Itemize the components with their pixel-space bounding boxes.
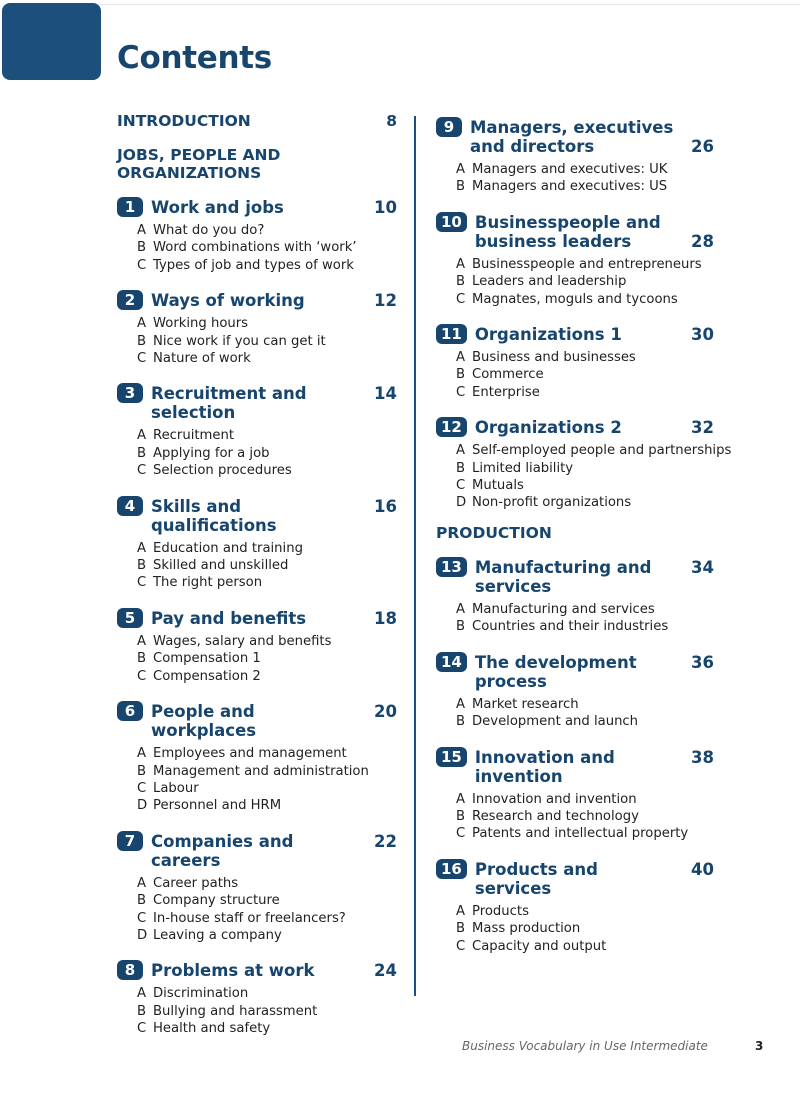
topic-item[interactable] (456, 903, 714, 920)
unit-heading[interactable] (117, 198, 397, 217)
topic-item[interactable] (137, 1020, 397, 1037)
topic-letter: A (456, 601, 466, 617)
topic-letter: C (137, 910, 147, 926)
topic-text: Magnates, moguls and tycoons (472, 291, 678, 307)
topic-item[interactable] (137, 892, 397, 909)
topic-item[interactable] (456, 938, 714, 955)
topic-letter: C (137, 575, 147, 591)
unit-heading[interactable] (436, 558, 714, 596)
topic-item[interactable] (137, 222, 397, 239)
unit-topic-list (436, 442, 732, 512)
topic-text: Enterprise (472, 384, 540, 400)
topic-letter: C (456, 938, 466, 954)
unit-number-badge: 3 (117, 383, 143, 403)
topic-item[interactable] (137, 763, 397, 780)
topic-letter: A (456, 903, 466, 919)
section-production (436, 524, 714, 542)
topic-letter: C (137, 257, 147, 273)
topic-item[interactable] (456, 825, 714, 842)
topic-text: Non-profit organizations (472, 495, 632, 511)
topic-item[interactable] (456, 349, 714, 366)
unit-13[interactable] (436, 558, 714, 636)
topic-text: Research and technology (472, 808, 639, 824)
page-title: Contents (117, 40, 272, 76)
topic-item[interactable] (456, 618, 714, 635)
topic-letter: C (456, 826, 466, 842)
topic-letter: B (456, 921, 466, 937)
topic-letter: B (137, 333, 147, 349)
unit-topic-list (436, 256, 714, 308)
topic-item[interactable] (137, 633, 397, 650)
topic-letter: A (456, 443, 466, 459)
topic-letter: A (137, 223, 147, 238)
topic-item[interactable] (456, 920, 714, 937)
unit-16[interactable] (436, 860, 714, 955)
contents-column-left (117, 112, 397, 1038)
unit-list-right-a (436, 118, 732, 512)
topic-text: Mass production (472, 921, 581, 937)
unit-topic-list (117, 985, 397, 1037)
unit-page: 40 (691, 859, 714, 879)
topic-item[interactable] (137, 927, 397, 944)
topic-item[interactable] (456, 366, 714, 383)
topic-item[interactable] (456, 460, 714, 477)
topic-letter: C (137, 351, 147, 367)
unit-topic-list (117, 222, 397, 274)
topic-item[interactable] (456, 291, 714, 308)
unit-title: Work and jobs (151, 198, 284, 217)
topic-item[interactable] (137, 650, 397, 667)
unit-5[interactable] (117, 609, 397, 685)
topic-item[interactable] (456, 808, 714, 825)
topic-letter: B (137, 558, 147, 574)
topic-text: Types of job and types of work (153, 257, 354, 273)
unit-topic-list (117, 875, 397, 945)
unit-heading[interactable] (436, 213, 714, 251)
topic-item[interactable] (456, 713, 714, 730)
topic-item[interactable] (137, 985, 397, 1002)
unit-number-badge: 7 (117, 831, 143, 851)
unit-heading[interactable] (117, 497, 397, 535)
unit-title: Innovation and invention (474, 747, 615, 786)
corner-color-block (2, 3, 101, 80)
unit-topic-list (436, 696, 714, 731)
unit-number-badge: 5 (117, 608, 143, 628)
topic-text: Leaders and leadership (472, 274, 627, 290)
unit-3[interactable] (117, 384, 397, 479)
unit-page: 16 (374, 496, 397, 516)
topic-text: Limited liability (472, 460, 574, 476)
topic-text: In-house staff or freelancers? (153, 910, 346, 926)
section-introduction[interactable] (117, 112, 397, 130)
topic-item[interactable] (137, 797, 397, 814)
unit-heading[interactable] (117, 291, 397, 310)
topic-letter: D (137, 927, 148, 943)
topic-letter: C (137, 780, 147, 796)
topic-text: Labour (153, 780, 199, 796)
topic-item[interactable] (456, 601, 714, 618)
topic-text: Countries and their industries (472, 619, 669, 635)
topic-letter: C (456, 384, 466, 400)
topic-text: The right person (153, 575, 263, 591)
section-label: PRODUCTION (436, 523, 552, 542)
topic-text: Word combinations with ‘work’ (153, 240, 357, 256)
topic-item[interactable] (456, 384, 714, 401)
topic-text: Self-employed people and partnerships (472, 443, 732, 459)
unit-heading[interactable] (436, 653, 714, 691)
unit-9[interactable] (436, 118, 714, 196)
topic-text: Businesspeople and entrepreneurs (472, 256, 702, 272)
unit-page: 36 (691, 652, 714, 672)
unit-number-badge: 11 (436, 324, 467, 344)
unit-page: 14 (374, 384, 397, 404)
topic-letter: B (137, 240, 147, 256)
topic-text: Compensation 1 (153, 651, 261, 667)
column-divider (414, 116, 416, 996)
topic-text: Patents and intellectual property (472, 826, 689, 842)
topic-letter: C (137, 668, 147, 684)
topic-text: Nice work if you can get it (153, 333, 326, 349)
section-label: JOBS, PEOPLE AND ORGANIZATIONS (117, 146, 281, 182)
unit-topic-list (117, 745, 397, 815)
topic-item[interactable] (137, 745, 397, 762)
topic-letter: A (137, 316, 147, 332)
topic-text: Working hours (153, 316, 249, 332)
topic-letter: B (456, 808, 466, 824)
unit-12[interactable] (436, 418, 732, 512)
topic-item[interactable] (137, 668, 397, 685)
unit-number-badge: 2 (117, 290, 143, 310)
unit-page: 34 (691, 557, 714, 577)
topic-text: Selection procedures (153, 463, 292, 479)
topic-letter: C (137, 1021, 147, 1037)
topic-letter: A (456, 696, 466, 712)
topic-letter: A (137, 428, 147, 444)
unit-number-badge: 1 (117, 197, 143, 217)
topic-letter: A (137, 633, 147, 649)
unit-page: 24 (374, 961, 397, 981)
topic-text: Recruitment (153, 428, 235, 444)
topic-letter: B (456, 367, 466, 383)
footer-book-title: Business Vocabulary in Use Intermediate (462, 1039, 708, 1053)
unit-page: 18 (374, 608, 397, 628)
section-label: INTRODUCTION (117, 112, 251, 130)
unit-1[interactable] (117, 198, 397, 274)
unit-title: Skills and qualifications (151, 496, 277, 535)
unit-topic-list (436, 903, 714, 955)
unit-heading[interactable] (436, 418, 714, 437)
topic-item[interactable] (137, 427, 397, 444)
unit-number-badge: 15 (436, 747, 467, 767)
unit-8[interactable] (117, 961, 397, 1037)
topic-text: Leaving a company (153, 927, 282, 943)
unit-title: People and workplaces (151, 702, 257, 741)
topic-text: Management and administration (153, 763, 369, 779)
topic-item[interactable] (137, 910, 397, 927)
topic-item[interactable] (137, 239, 397, 256)
unit-topic-list (117, 427, 397, 479)
topic-letter: A (137, 875, 147, 891)
topic-letter: C (137, 463, 147, 479)
topic-letter: B (137, 1003, 147, 1019)
unit-title: Recruitment and selection (151, 384, 307, 423)
unit-15[interactable] (436, 748, 714, 843)
unit-heading[interactable] (117, 961, 397, 980)
unit-list-left (117, 198, 397, 1038)
topic-text: Career paths (153, 875, 239, 891)
topic-text: Business and businesses (472, 350, 636, 366)
unit-topic-list (436, 601, 714, 636)
topic-text: Mutuals (472, 478, 524, 494)
unit-title: Companies and careers (151, 831, 294, 870)
top-rule (100, 4, 800, 5)
unit-heading[interactable] (117, 702, 397, 740)
topic-item[interactable] (137, 462, 397, 479)
unit-number-badge: 13 (436, 557, 467, 577)
topic-text: Employees and management (153, 746, 347, 762)
unit-title: The development process (474, 652, 637, 691)
topic-item[interactable] (456, 696, 714, 713)
topic-text: Nature of work (153, 351, 251, 367)
unit-heading[interactable] (117, 609, 397, 628)
topic-letter: B (456, 460, 466, 476)
topic-letter: B (456, 179, 466, 195)
unit-page: 10 (374, 198, 397, 217)
unit-list-right-b (436, 558, 714, 955)
topic-letter: B (456, 619, 466, 635)
topic-item[interactable] (456, 178, 714, 195)
topic-letter: D (137, 798, 148, 814)
topic-letter: B (456, 274, 466, 290)
unit-number-badge: 10 (436, 212, 467, 232)
unit-10[interactable] (436, 213, 714, 308)
unit-number-badge: 9 (436, 117, 462, 137)
unit-4[interactable] (117, 497, 397, 592)
topic-item[interactable] (137, 257, 397, 274)
unit-topic-list (117, 540, 397, 592)
unit-topic-list (436, 161, 714, 196)
unit-title: Organizations 1 (474, 325, 622, 345)
topic-text: Wages, salary and benefits (153, 633, 332, 649)
unit-2[interactable] (117, 291, 397, 367)
topic-text: Commerce (472, 367, 544, 383)
unit-topic-list (436, 791, 714, 843)
topic-text: Company structure (153, 893, 280, 909)
unit-page: 20 (374, 702, 397, 722)
unit-topic-list (117, 633, 397, 685)
topic-text: Innovation and invention (472, 791, 637, 807)
topic-item[interactable] (456, 161, 714, 178)
topic-item[interactable] (137, 780, 397, 797)
unit-heading[interactable] (436, 748, 714, 786)
topic-item[interactable] (456, 477, 714, 494)
unit-7[interactable] (117, 832, 397, 945)
unit-page: 30 (691, 325, 714, 345)
unit-number-badge: 14 (436, 652, 467, 672)
topic-item[interactable] (456, 256, 714, 273)
unit-number-badge: 12 (436, 417, 467, 437)
topic-item[interactable] (137, 445, 397, 462)
topic-text: Development and launch (472, 714, 639, 730)
topic-text: Applying for a job (153, 445, 270, 461)
topic-item[interactable] (137, 574, 397, 591)
unit-title: Problems at work (151, 961, 315, 981)
topic-text: Personnel and HRM (153, 798, 282, 814)
unit-heading[interactable] (436, 860, 714, 898)
unit-title: Ways of working (151, 291, 305, 311)
unit-page: 38 (691, 747, 714, 767)
unit-page: 32 (691, 418, 714, 438)
unit-heading[interactable] (117, 384, 397, 422)
topic-letter: A (456, 350, 466, 366)
topic-item[interactable] (137, 315, 397, 332)
unit-page: 26 (691, 137, 714, 156)
unit-number-badge: 8 (117, 960, 143, 980)
topic-text: Skilled and unskilled (153, 558, 289, 574)
topic-text: Market research (472, 696, 579, 712)
topic-item[interactable] (456, 273, 714, 290)
unit-topic-list (117, 315, 397, 367)
topic-item[interactable] (137, 350, 397, 367)
unit-6[interactable] (117, 702, 397, 815)
topic-letter: D (456, 495, 467, 511)
topic-item[interactable] (137, 875, 397, 892)
unit-11[interactable] (436, 325, 714, 401)
unit-title: Managers, executives and directors (470, 118, 674, 156)
unit-title: Pay and benefits (151, 608, 307, 628)
unit-title: Organizations 2 (474, 418, 622, 438)
topic-letter: A (456, 791, 466, 807)
topic-text: Capacity and output (472, 938, 607, 954)
topic-text: Health and safety (153, 1021, 271, 1037)
topic-text: Managers and executives: UK (472, 162, 668, 177)
topic-letter: A (137, 540, 147, 556)
topic-letter: A (456, 256, 466, 272)
unit-number-badge: 4 (117, 496, 143, 516)
topic-letter: B (137, 893, 147, 909)
unit-heading[interactable] (436, 118, 714, 156)
unit-heading[interactable] (117, 832, 397, 870)
unit-title: Products and services (474, 859, 598, 898)
topic-text: Products (472, 903, 529, 919)
unit-topic-list (436, 349, 714, 401)
topic-letter: A (137, 746, 147, 762)
topic-letter: B (137, 651, 147, 667)
topic-text: What do you do? (153, 223, 265, 238)
unit-page: 12 (374, 291, 397, 311)
topic-text: Education and training (153, 540, 303, 556)
section-jobs-people-organizations (117, 146, 397, 182)
topic-letter: A (137, 986, 147, 1002)
section-page: 8 (386, 112, 397, 130)
topic-item[interactable] (137, 333, 397, 350)
topic-item[interactable] (456, 494, 714, 511)
topic-item[interactable] (456, 442, 732, 459)
topic-text: Managers and executives: US (472, 179, 668, 195)
footer-page-number: 3 (755, 1039, 764, 1053)
topic-letter: B (456, 714, 466, 730)
unit-title: Businesspeople and business leaders (474, 212, 661, 251)
unit-title: Manufacturing and services (474, 557, 652, 596)
topic-letter: B (137, 763, 147, 779)
topic-item[interactable] (137, 557, 397, 574)
topic-letter: B (137, 445, 147, 461)
unit-heading[interactable] (436, 325, 714, 344)
topic-text: Discrimination (153, 986, 249, 1002)
topic-text: Manufacturing and services (472, 601, 655, 617)
unit-14[interactable] (436, 653, 714, 731)
topic-item[interactable] (456, 791, 714, 808)
unit-number-badge: 6 (117, 701, 143, 721)
topic-text: Bullying and harassment (153, 1003, 318, 1019)
topic-letter: C (456, 291, 466, 307)
contents-column-right (436, 118, 732, 955)
topic-letter: A (456, 162, 466, 177)
topic-letter: C (456, 478, 466, 494)
topic-item[interactable] (137, 540, 397, 557)
topic-item[interactable] (137, 1003, 397, 1020)
topic-text: Compensation 2 (153, 668, 261, 684)
unit-page: 22 (374, 831, 397, 851)
unit-page: 28 (691, 231, 714, 251)
unit-number-badge: 16 (436, 859, 467, 879)
